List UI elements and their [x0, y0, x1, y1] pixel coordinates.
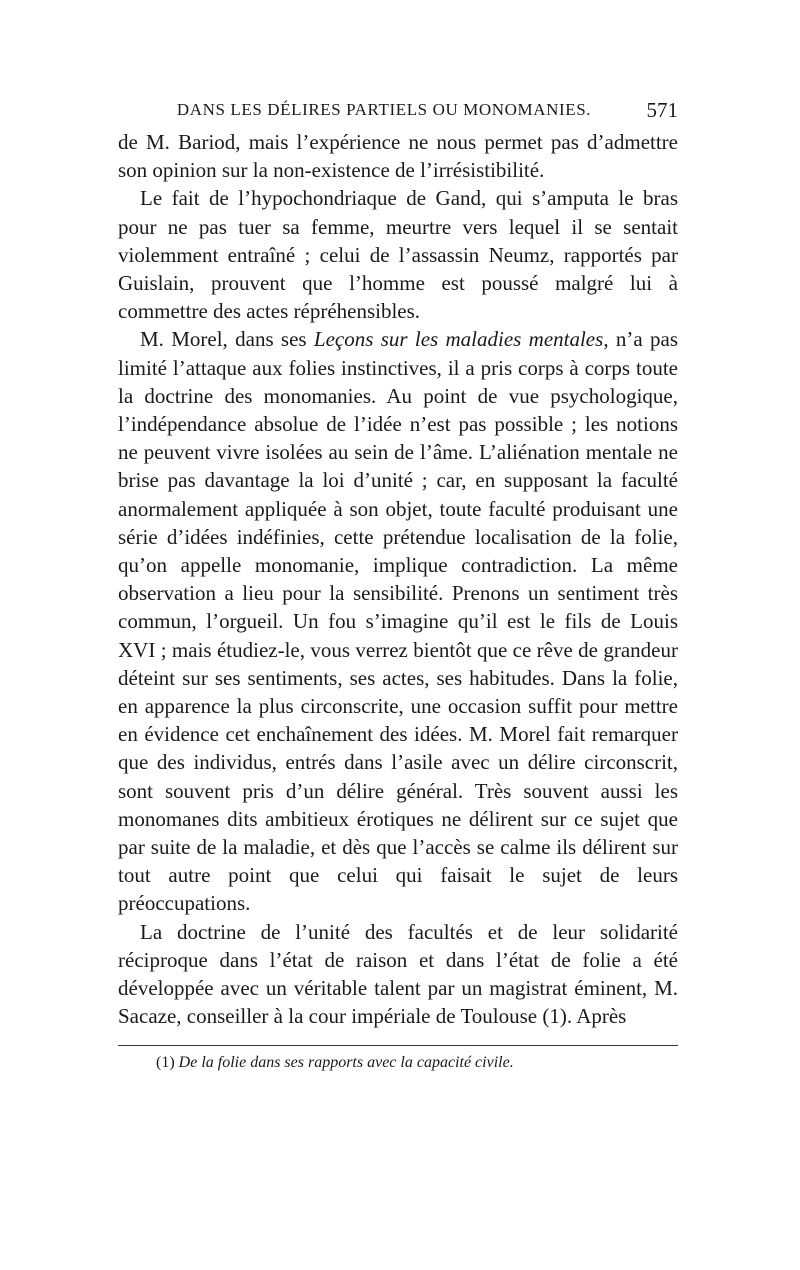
running-title: DANS LES DÉLIRES PARTIELS OU MONOMANIES. [176, 100, 592, 119]
paragraph-text: La doctrine de l’unité des facultés et de leur solidarité réciproque dans l’état de raison et dans l’état de folie a été développée avec un véritable talent par un magistrat éminent, M. Sacaze, conseiller à la cour impériale de Toulouse (1). Après [118, 919, 678, 1029]
footnote-rule [118, 1045, 678, 1046]
paragraph [118, 184, 678, 325]
book-page [118, 92, 678, 1074]
paragraph-text: M. Morel, dans ses [140, 327, 314, 352]
page-number: 571 [646, 98, 678, 122]
paragraph-text: , n’a pas limité l’attaque aux folies instinctives, il a pris corps à corps toute la doctrine des monomanies. Au point de vue psychologique, l’indépendance absolue de l’idée n’est pas possible ; les notions ne peuvent vivre isolées au sein de l’âme. L’aliénation mentale ne brise pas davantage la loi d’unité ; car, en supposant la faculté anormalement appliquée à son objet, toute faculté produisant une série d’idées indéfinies, cette prétendue localisation de la folie, qu’on appelle monomanie, implique contradiction. La même observation a lieu pour la sensibilité. Prenons un sentiment très commun, l’orgueil. Un fou s’imagine qu’il est le fils de Louis XVI ; mais étudiez-le, vous verrez bientôt que ce rêve de grandeur déteint sur ses sentiments, ses actes, ses habitudes. Dans la folie, en apparence la plus circonscrite, une occasion suffit pour mettre en évidence cet enchaînement des idées. M. Morel fait remarquer que des individus, entrés dans l’asile avec un délire circonscrit, sont souvent pris d’un délire général. Très souvent aussi les monomanes dits ambitieux érotiques ne délirent sur ce sujet que par suite de la maladie, et dès que l’accès se calme ils délirent sur tout autre point que celui qui faisait le sujet de leurs préoccupations. [118, 327, 678, 916]
paragraph [118, 128, 678, 184]
paragraph [118, 918, 678, 1031]
paragraph [118, 325, 678, 917]
footnote-text: De la folie dans ses rapports avec la capacité civile. [178, 1053, 514, 1071]
paragraph-text: Le fait de l’hypochondriaque de Gand, qui s’amputa le bras pour ne pas tuer sa femme, meurtre vers lequel il se sentait violemment entraîné ; celui de l’assassin Neumz, rapportés par Guislain, prouvent que l’homme est poussé malgré lui à commettre des actes répréhensibles. [118, 186, 678, 324]
body-text [118, 128, 678, 1031]
footnote [118, 1052, 678, 1074]
footnote-marker: (1) [156, 1053, 175, 1071]
italic-title: Leçons sur les maladies mentales [313, 327, 604, 352]
paragraph-text: de M. Bariod, mais l’expérience ne nous permet pas d’admettre son opinion sur la non-existence de l’irrésistibilité. [118, 130, 678, 183]
running-head [118, 92, 678, 128]
